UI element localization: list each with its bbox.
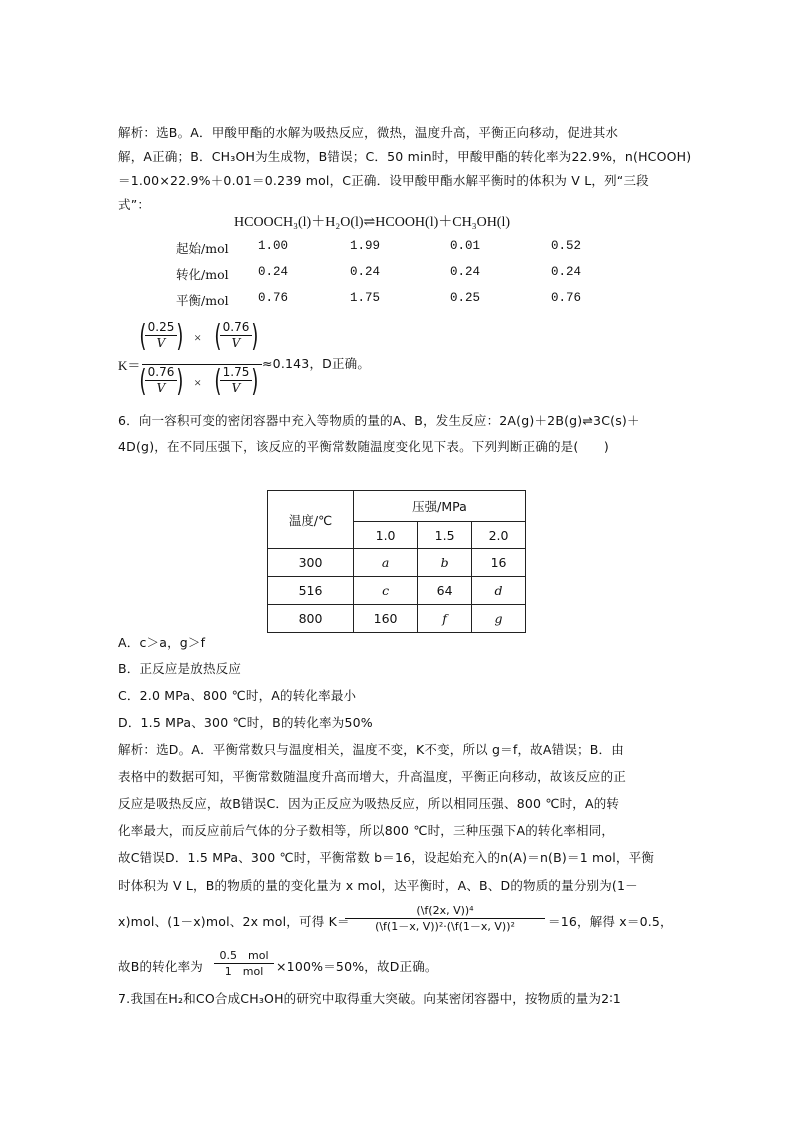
value: 0.25 — [450, 291, 481, 305]
table-cell: 160 — [354, 605, 418, 633]
right-paren: ) — [176, 319, 184, 354]
value: 0.24 — [450, 265, 481, 279]
pressure-col: 2.0 — [472, 522, 526, 549]
temp-cell: 800 — [268, 605, 354, 633]
temp-cell: 516 — [268, 577, 354, 605]
value: 0.52 — [551, 239, 582, 253]
denominator: V — [156, 336, 166, 350]
analysis6-line8-end: ×100%＝50%，故D正确。 — [276, 959, 438, 974]
denominator: V — [231, 336, 241, 350]
temp-cell: 300 — [268, 549, 354, 577]
left-paren: ( — [139, 319, 147, 354]
denominator: V — [156, 381, 166, 395]
value: 0.24 — [258, 265, 289, 279]
value: 0.24 — [350, 265, 381, 279]
row-label-initial: 起始/mol — [176, 241, 229, 256]
denominator: V — [231, 381, 241, 395]
fraction — [145, 365, 177, 396]
left-paren: ( — [214, 319, 222, 354]
table-cell: f — [418, 605, 472, 633]
fraction — [220, 320, 252, 351]
k-fraction — [345, 903, 545, 934]
temp-header: 温度/℃ — [268, 491, 354, 549]
row-label-change: 转化/mol — [176, 267, 229, 282]
row-label-equilibrium: 平衡/mol — [176, 293, 229, 308]
numerator: (\f(2x, V))⁴ — [416, 904, 474, 917]
table-cell: g — [472, 605, 526, 633]
option-c: C．2.0 MPa、800 ℃时，A的转化率最小 — [118, 688, 357, 703]
table-cell: a — [354, 549, 418, 577]
analysis5-line4: 式”： — [118, 197, 151, 212]
analysis6-line7-start: x)mol、(1－x)mol、2x mol，可得 K＝ — [118, 914, 350, 929]
value: 1.00 — [258, 239, 289, 253]
q6-line2: 4D(g)，在不同压强下，该反应的平衡常数随温度变化见下表。下列判断正确的是( ) — [118, 439, 609, 454]
table-cell: b — [418, 549, 472, 577]
table-cell: d — [472, 577, 526, 605]
value: 0.24 — [551, 265, 582, 279]
analysis6-line5: 故C错误D．1.5 MPa、300 ℃时，平衡常数 b＝16，设起始充入的n(A)＝n(B)＝1 mol，平衡 — [118, 850, 655, 865]
fraction — [220, 365, 252, 396]
right-paren: ) — [176, 364, 184, 399]
reaction-equation: HCOOCH₃(l)＋H₂O(l)⇌HCOOH(l)＋CH₃OH(l) — [234, 215, 511, 230]
table-cell: 64 — [418, 577, 472, 605]
table-cell: c — [354, 577, 418, 605]
value: 1.75 — [350, 291, 381, 305]
value: 1.99 — [350, 239, 381, 253]
q7-line1: 7.我国在H₂和CO合成CH₃OH的研究中取得重大突破。向某密闭容器中，按物质的量为2∶1 — [118, 991, 621, 1006]
k-label: K＝ — [118, 358, 141, 373]
analysis6-line7-end: ＝16，解得 x＝0.5， — [548, 914, 673, 929]
left-paren: ( — [139, 364, 147, 399]
pressure-col: 1.5 — [418, 522, 472, 549]
denominator: 1 mol — [224, 965, 264, 978]
analysis5-line3: ＝1.00×22.9%＋0.01＝0.239 mol，C正确．设甲酸甲酯水解平衡时的体积为 V L，列“三段 — [118, 173, 649, 188]
right-paren: ) — [251, 319, 259, 354]
q6-line1: 6．向一容积可变的密闭容器中充入等物质的量的A、B，发生反应：2A(g)＋2B(g)⇌3C(s)＋ — [118, 413, 640, 428]
analysis6-line6: 时体积为 V L，B的物质的量的变化量为 x mol，达平衡时，A、B、D的物质的量分别为(1－ — [118, 878, 638, 893]
k-result: ≈0.143，D正确。 — [262, 356, 371, 371]
fraction — [145, 320, 177, 351]
table-row — [268, 605, 526, 633]
conversion-fraction — [214, 948, 274, 979]
table-cell: 16 — [472, 549, 526, 577]
pressure-header: 压强/MPa — [354, 491, 526, 522]
pressure-col: 1.0 — [354, 522, 418, 549]
option-b: B．正反应是放热反应 — [118, 661, 242, 676]
numerator: 0.76 — [147, 365, 175, 379]
left-paren: ( — [214, 364, 222, 399]
analysis5-line2: 解，A正确；B．CH₃OH为生成物，B错误；C．50 min时，甲酸甲酯的转化率为22.9%，n(HCOOH) — [118, 149, 692, 164]
option-a: A．c＞a，g＞f — [118, 635, 206, 650]
right-paren: ) — [251, 364, 259, 399]
numerator: 0.25 — [147, 320, 175, 334]
analysis6-line4: 化率最大，而反应前后气体的分子数相等，所以800 ℃时，三种压强下A的转化率相同， — [118, 823, 615, 838]
analysis5-line1: 解析：选B。A．甲酸甲酯的水解为吸热反应，微热，温度升高，平衡正向移动，促进其水 — [118, 125, 619, 140]
value: 0.01 — [450, 239, 481, 253]
denominator: (\f(1－x, V))²·(\f(1－x, V))² — [375, 920, 515, 933]
numerator: 0.5 mol — [219, 949, 269, 962]
analysis6-line1: 解析：选D。A．平衡常数只与温度相关，温度不变，K不变，所以 g＝f，故A错误；B．由 — [118, 742, 624, 757]
numerator: 1.75 — [222, 365, 250, 379]
analysis6-line2: 表格中的数据可知，平衡常数随温度升高而增大，升高温度，平衡正向移动，故该反应的正 — [118, 769, 627, 784]
value: 0.76 — [258, 291, 289, 305]
analysis6-line3: 反应是吸热反应，故B错误C．因为正反应为吸热反应，所以相同压强、800 ℃时，A的转 — [118, 796, 620, 811]
equilibrium-constant-table — [267, 490, 526, 633]
times-sign: × — [194, 330, 202, 345]
times-sign: × — [194, 375, 202, 390]
table-row — [268, 577, 526, 605]
value: 0.76 — [551, 291, 582, 305]
option-d: D．1.5 MPa、300 ℃时，B的转化率为50% — [118, 715, 373, 730]
table-row — [268, 549, 526, 577]
numerator: 0.76 — [222, 320, 250, 334]
analysis6-line8-start: 故B的转化率为 — [118, 959, 203, 974]
